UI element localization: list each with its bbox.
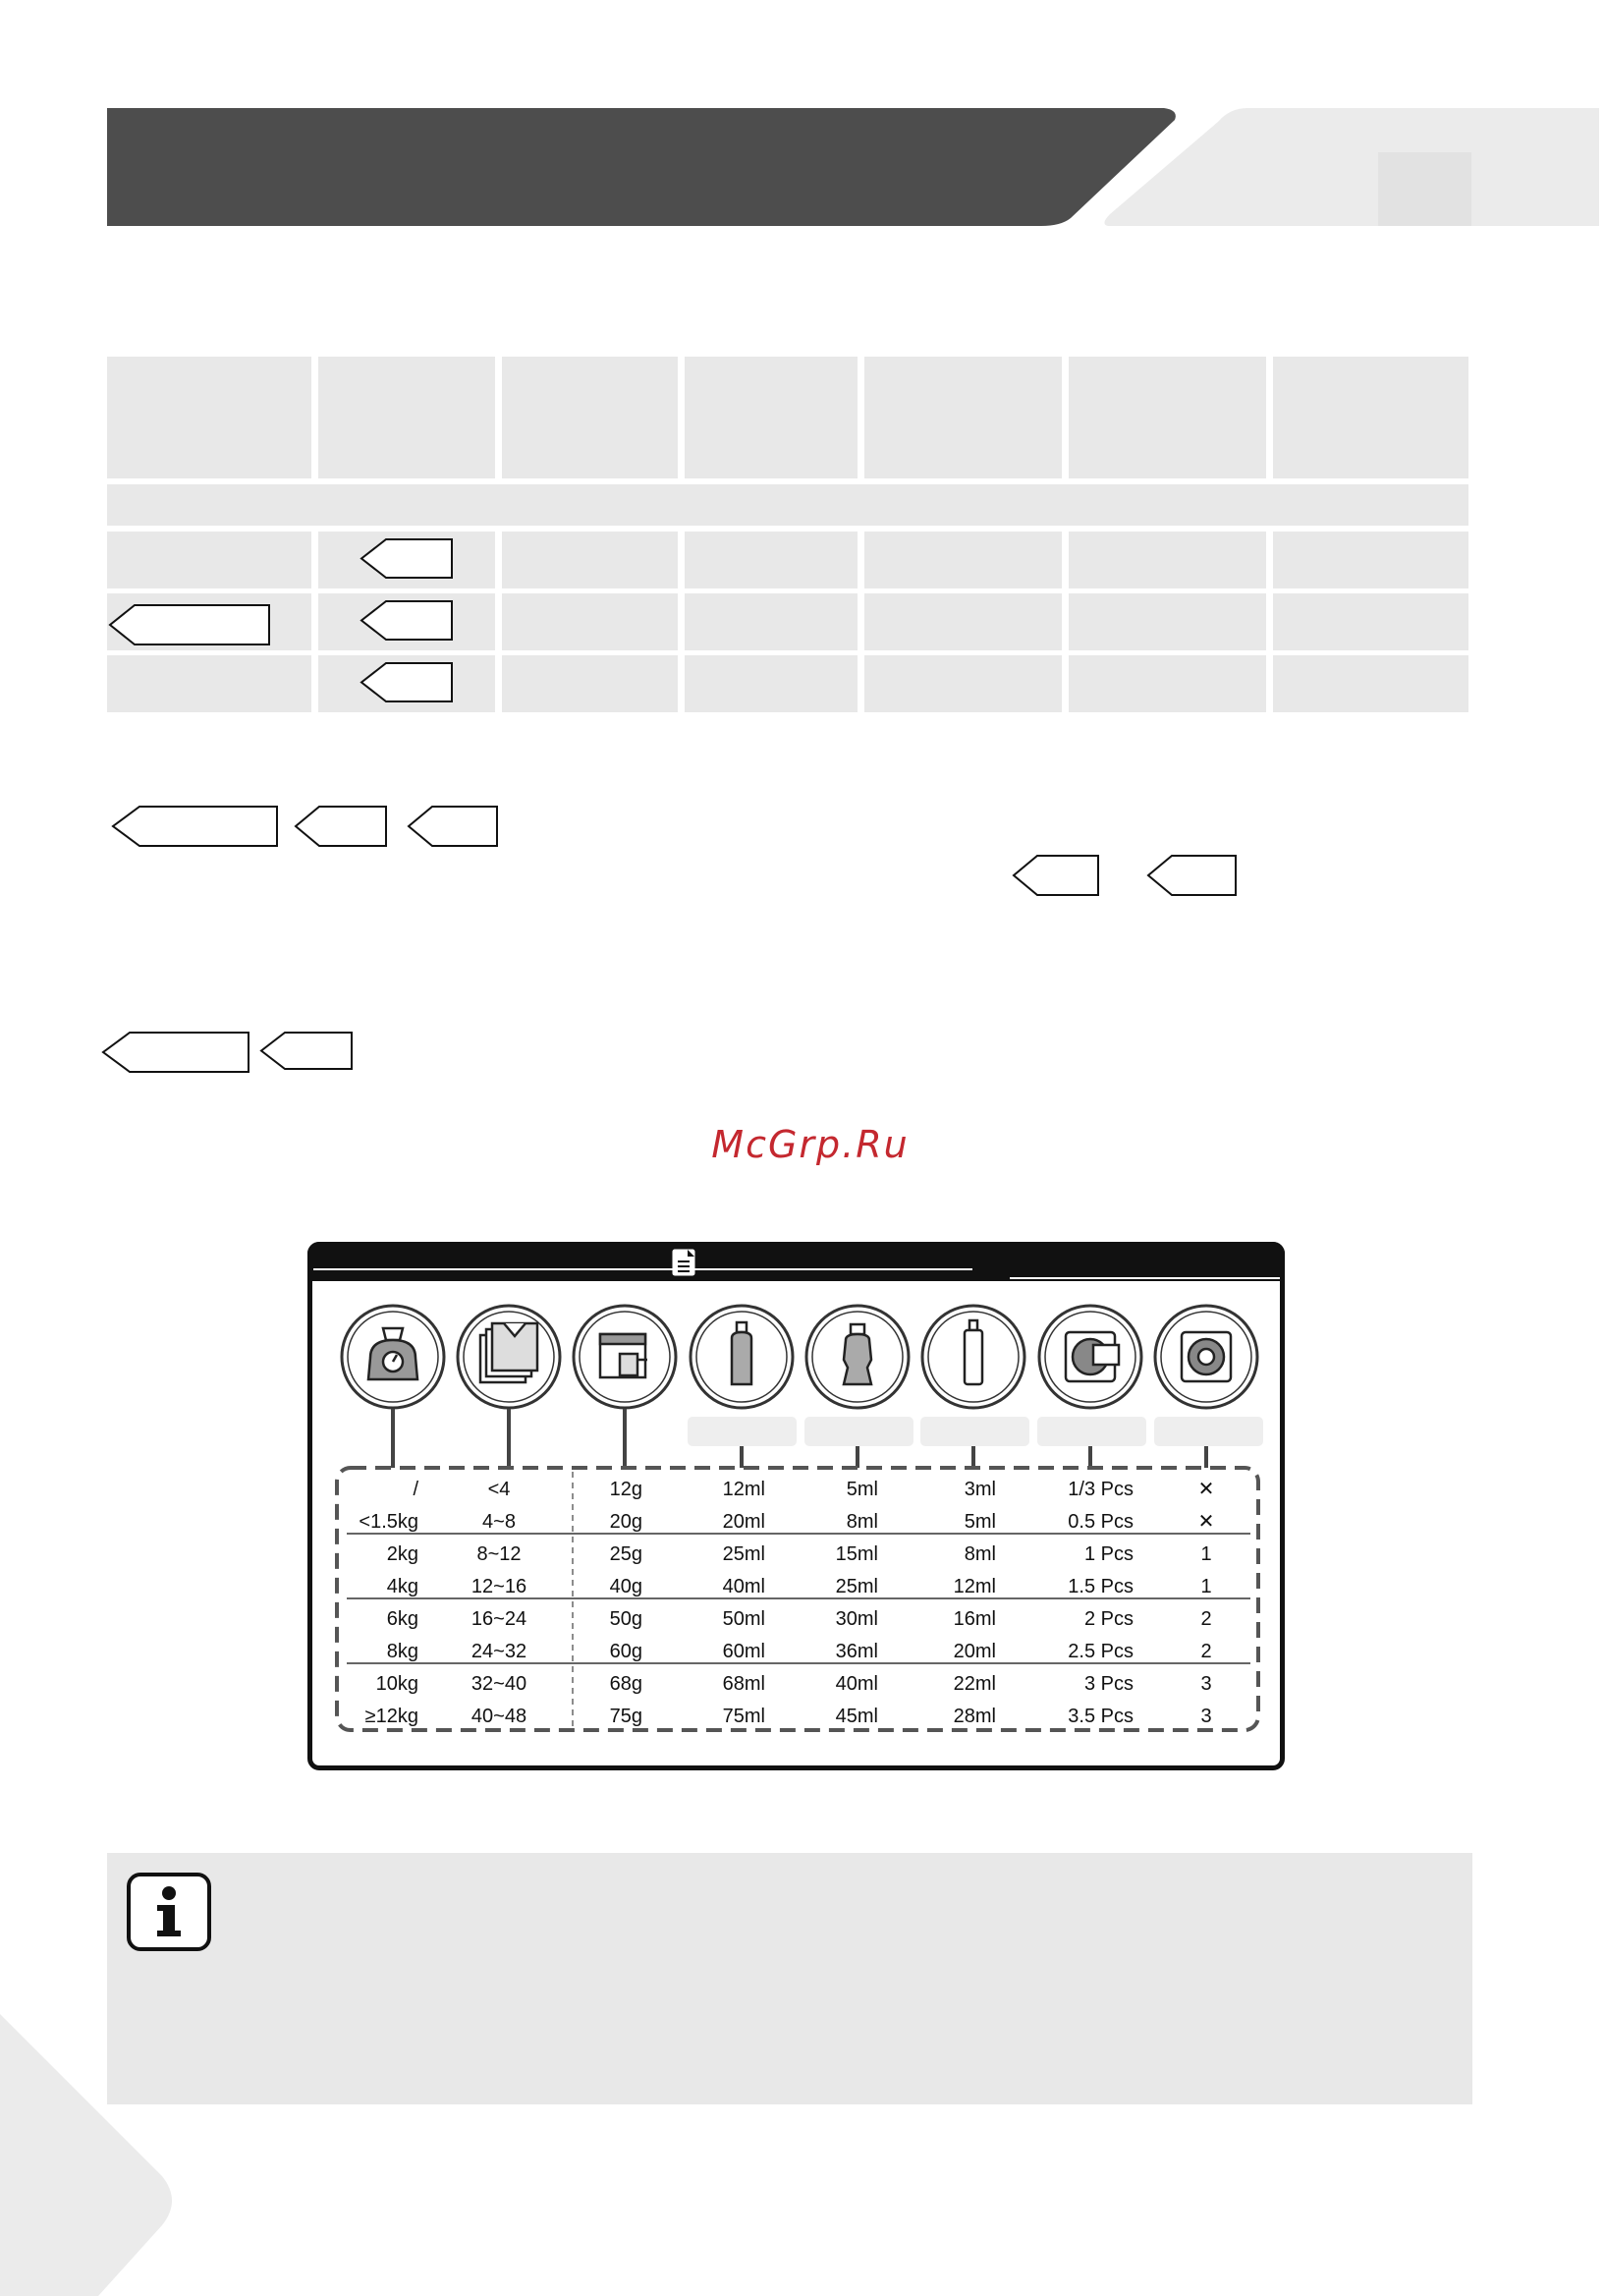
dosage-cell: 0.5 Pcs — [1068, 1511, 1134, 1533]
liquid-detergent-column — [695, 1474, 765, 1733]
garment-count-column — [460, 1474, 538, 1733]
slim-bottle-icon — [965, 1320, 982, 1384]
concentrated-liquid-column — [813, 1474, 878, 1733]
dosage-cell: 40ml — [722, 1576, 765, 1597]
dosage-cell: 75g — [609, 1706, 642, 1727]
dosage-cell: 68g — [609, 1673, 642, 1695]
dosage-cell: ✕ — [1197, 1479, 1215, 1500]
dosage-cell: 60g — [609, 1641, 642, 1662]
dosage-cell: 3 — [1200, 1673, 1212, 1695]
dosage-cell: 30ml — [835, 1608, 878, 1630]
dosage-cell: 25g — [609, 1543, 642, 1565]
dosage-cell: 40~48 — [470, 1706, 527, 1727]
dosage-cell: 12ml — [953, 1576, 996, 1597]
sheet-in-drum-icon — [1066, 1332, 1119, 1381]
info-icon — [126, 1872, 212, 1952]
document-icon — [673, 1250, 694, 1275]
dosage-cell: 16~24 — [470, 1608, 527, 1630]
dosage-cell: 8ml — [964, 1543, 996, 1565]
dosage-cell: 5ml — [964, 1511, 996, 1533]
dosage-cell: 45ml — [835, 1706, 878, 1727]
dosage-cell: ≥12kg — [364, 1706, 418, 1727]
dosage-cell: 32~40 — [470, 1673, 527, 1695]
dosage-cell: 1/3 Pcs — [1068, 1479, 1134, 1500]
dosage-cell: 4kg — [386, 1576, 418, 1597]
dosage-cell: 20g — [609, 1511, 642, 1533]
dosage-cell: 5ml — [846, 1479, 878, 1500]
dosage-cell: 12g — [609, 1479, 642, 1500]
dosage-graphics — [307, 1242, 1285, 1770]
watermark: McGrp.Ru — [711, 1123, 910, 1166]
dosage-cell: 50ml — [722, 1608, 765, 1630]
tag-shape — [361, 539, 452, 578]
dosage-cell: 2 — [1200, 1641, 1212, 1662]
dosage-cell: ✕ — [1197, 1511, 1215, 1533]
dosage-cell: 3ml — [964, 1479, 996, 1500]
info-note — [107, 1853, 1472, 2104]
tag-shape — [409, 807, 497, 846]
corner-decoration — [0, 2014, 187, 2296]
detergent-pods-column — [1177, 1474, 1236, 1733]
dosage-cell: 25ml — [835, 1576, 878, 1597]
dosage-cell: 1 — [1200, 1543, 1212, 1565]
tag-shape — [1148, 856, 1236, 895]
dosage-cell: 12~16 — [470, 1576, 527, 1597]
dosage-cell: 15ml — [835, 1543, 878, 1565]
dosage-cell: 60ml — [722, 1641, 765, 1662]
dosage-cell: 6kg — [386, 1608, 418, 1630]
dosage-cell: 12ml — [722, 1479, 765, 1500]
dosage-cell: 2 — [1200, 1608, 1212, 1630]
detergent-sheets-column — [1039, 1474, 1134, 1733]
tag-shape — [1014, 856, 1098, 895]
tag-shapes — [0, 0, 1605, 1081]
dosage-cell: 2 Pcs — [1083, 1608, 1134, 1630]
dosage-cell: 8~12 — [476, 1543, 522, 1565]
dosage-cell: 68ml — [722, 1673, 765, 1695]
dosage-panel — [307, 1242, 1285, 1770]
dosage-cell: 10kg — [375, 1673, 418, 1695]
dosage-cell: 3.5 Pcs — [1068, 1706, 1134, 1727]
tag-shape — [261, 1033, 352, 1069]
dosage-cell: 2kg — [386, 1543, 418, 1565]
tag-shape — [103, 1033, 249, 1072]
powder-detergent-column — [583, 1474, 642, 1733]
dosage-cell: 28ml — [953, 1706, 996, 1727]
dosage-cell: 50g — [609, 1608, 642, 1630]
dosage-cell: 24~32 — [470, 1641, 527, 1662]
tag-shape — [110, 605, 269, 644]
dosage-cell: 40ml — [835, 1673, 878, 1695]
dosage-cell: / — [413, 1479, 418, 1500]
dosage-cell: 75ml — [722, 1706, 765, 1727]
dosage-cell: 20ml — [953, 1641, 996, 1662]
tag-shape — [361, 663, 452, 701]
dosage-cell: 40g — [609, 1576, 642, 1597]
pod-in-drum-icon — [1182, 1332, 1231, 1381]
ultra-concentrated-column — [921, 1474, 996, 1733]
dosage-cell: 16ml — [953, 1608, 996, 1630]
dosage-cell: 4~8 — [482, 1511, 516, 1533]
dosage-cell: <1.5kg — [359, 1511, 418, 1533]
dosage-cell: 22ml — [953, 1673, 996, 1695]
dosage-cell: 1.5 Pcs — [1068, 1576, 1134, 1597]
dosage-cell: 20ml — [722, 1511, 765, 1533]
load-weight-column — [342, 1474, 418, 1733]
dosage-cell: 1 Pcs — [1083, 1543, 1134, 1565]
dosage-cell: 3 — [1200, 1706, 1212, 1727]
dosage-cell: 25ml — [722, 1543, 765, 1565]
dosage-cell: 1 — [1200, 1576, 1212, 1597]
powder-box-icon — [600, 1334, 647, 1377]
dosage-cell: 8kg — [386, 1641, 418, 1662]
dosage-cell: 36ml — [835, 1641, 878, 1662]
tag-shape — [361, 601, 452, 640]
dosage-cell: 2.5 Pcs — [1068, 1641, 1134, 1662]
dosage-cell: <4 — [487, 1479, 511, 1500]
tag-shape — [296, 807, 386, 846]
clothes-stack-icon — [480, 1323, 537, 1382]
tag-shape — [113, 807, 277, 846]
dosage-cell: 3 Pcs — [1083, 1673, 1134, 1695]
dosage-cell: 8ml — [846, 1511, 878, 1533]
